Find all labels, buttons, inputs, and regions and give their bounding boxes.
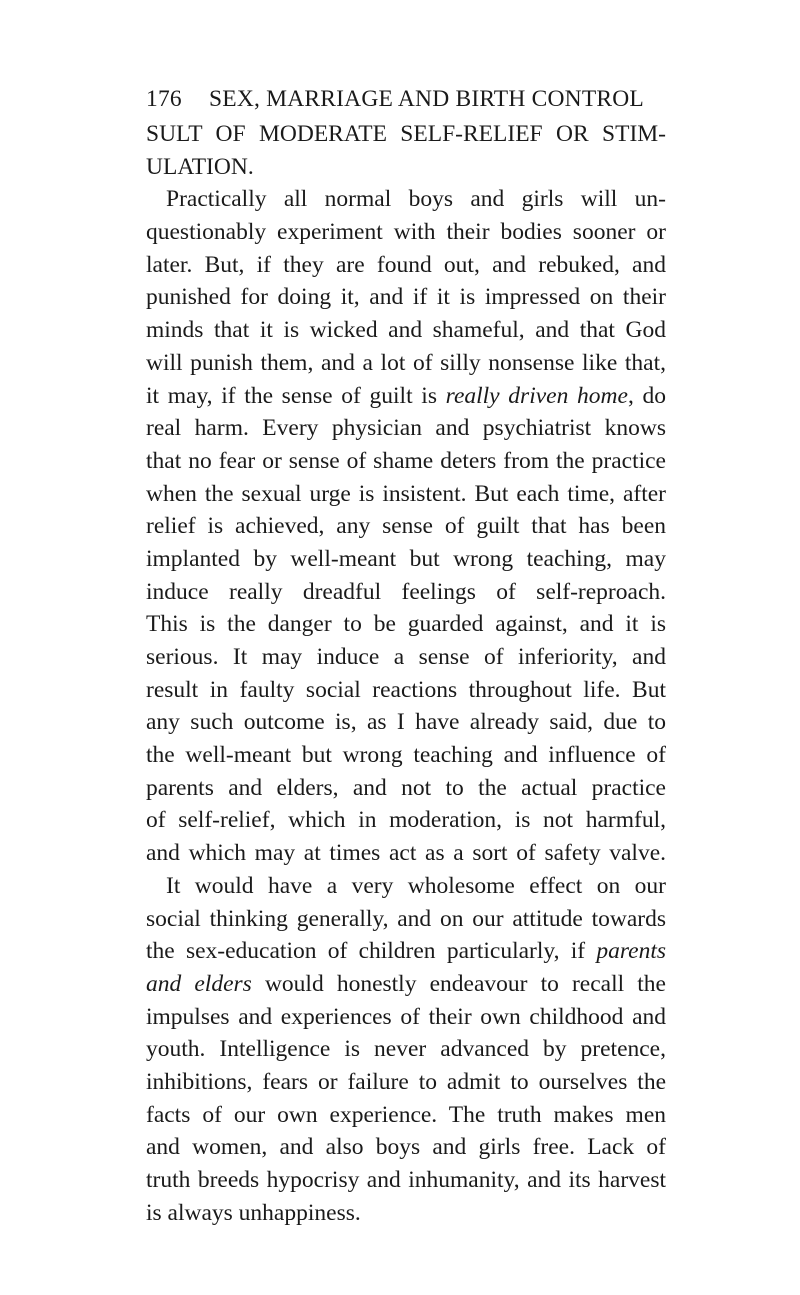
text-line: parents and elders, and not to the actual practice — [146, 774, 666, 801]
text-line: truth breeds hypocrisy and inhumanity, and its harvest — [146, 1167, 666, 1193]
text-line: ULATION. — [146, 153, 254, 180]
text-line: implanted by well-meant but wrong teaching, may — [146, 545, 666, 572]
line-segment: the sex-education of children particularly, if — [146, 938, 597, 965]
text-line: that no fear or sense of shame deters from the practice — [146, 447, 666, 474]
text-line: later. But, if they are found out, and rebuked, and — [146, 251, 666, 278]
text-line: inhibitions, fears or failure to admit to ourselves the — [146, 1068, 666, 1095]
paragraph-last-line: is always unhappiness. — [146, 1199, 361, 1226]
text-line: SULT OF MODERATE SELF-RELIEF OR STIM- — [146, 121, 666, 147]
text-line: and women, and also boys and girls free. Lack of — [146, 1134, 666, 1161]
paragraph-first-line: It would have a very wholesome effect on our — [166, 872, 666, 899]
text-line: the well-meant but wrong teaching and influence of — [146, 742, 666, 769]
text-line: and which may at times act as a sort of safety valve. — [146, 840, 666, 867]
running-head — [146, 86, 666, 120]
line-segment: it may, if the sense of guilt is — [146, 382, 446, 409]
running-title: SEX, MARRIAGE AND BIRTH CONTROL — [209, 86, 644, 112]
text-line: punished for doing it, and if it is impressed on their — [146, 284, 666, 311]
text-line: any such outcome is, as I have already said, due to — [146, 709, 666, 736]
text-line: youth. Intelligence is never advanced by pretence, — [146, 1036, 666, 1063]
body-text — [146, 118, 666, 1229]
text-line: questionably experiment with their bodies sooner or — [146, 219, 666, 246]
text-line: result in faulty social reactions throughout life. But — [146, 676, 666, 703]
line-segment: , do — [627, 382, 666, 409]
text-line-with-emphasis — [146, 380, 666, 413]
text-line: facts of our own experience. The truth makes men — [146, 1101, 666, 1128]
text-line: when the sexual urge is insistent. But each time, after — [146, 480, 666, 507]
text-line: real harm. Every physician and psychiatrist knows — [146, 415, 666, 442]
line-segment: would honestly endeavour to recall the — [251, 970, 666, 997]
emphasis-parents: parents — [596, 938, 666, 965]
text-line: will punish them, and a lot of silly nonsense like that, — [146, 349, 666, 376]
page-number: 176 — [146, 86, 182, 112]
emphasis-really-driven-home: really driven home — [445, 382, 628, 409]
text-line: minds that it is wicked and shameful, and that God — [146, 317, 666, 344]
text-line: of self-relief, which in moderation, is not harmful, — [146, 807, 666, 834]
paragraph-first-line: Practically all normal boys and girls will un- — [166, 186, 666, 213]
text-line: This is the danger to be guarded against, and it is — [146, 611, 666, 638]
text-line: relief is achieved, any sense of guilt that has been — [146, 513, 666, 540]
text-line: serious. It may induce a sense of inferiority, and — [146, 644, 666, 670]
text-line: induce really dreadful feelings of self-reproach. — [146, 578, 666, 605]
emphasis-and-elders: and elders — [146, 970, 252, 997]
text-line-with-emphasis — [146, 968, 666, 1001]
text-line: social thinking generally, and on our attitude towards — [146, 905, 666, 932]
text-line-with-emphasis — [146, 935, 666, 968]
text-line: impulses and experiences of their own childhood and — [146, 1003, 666, 1030]
